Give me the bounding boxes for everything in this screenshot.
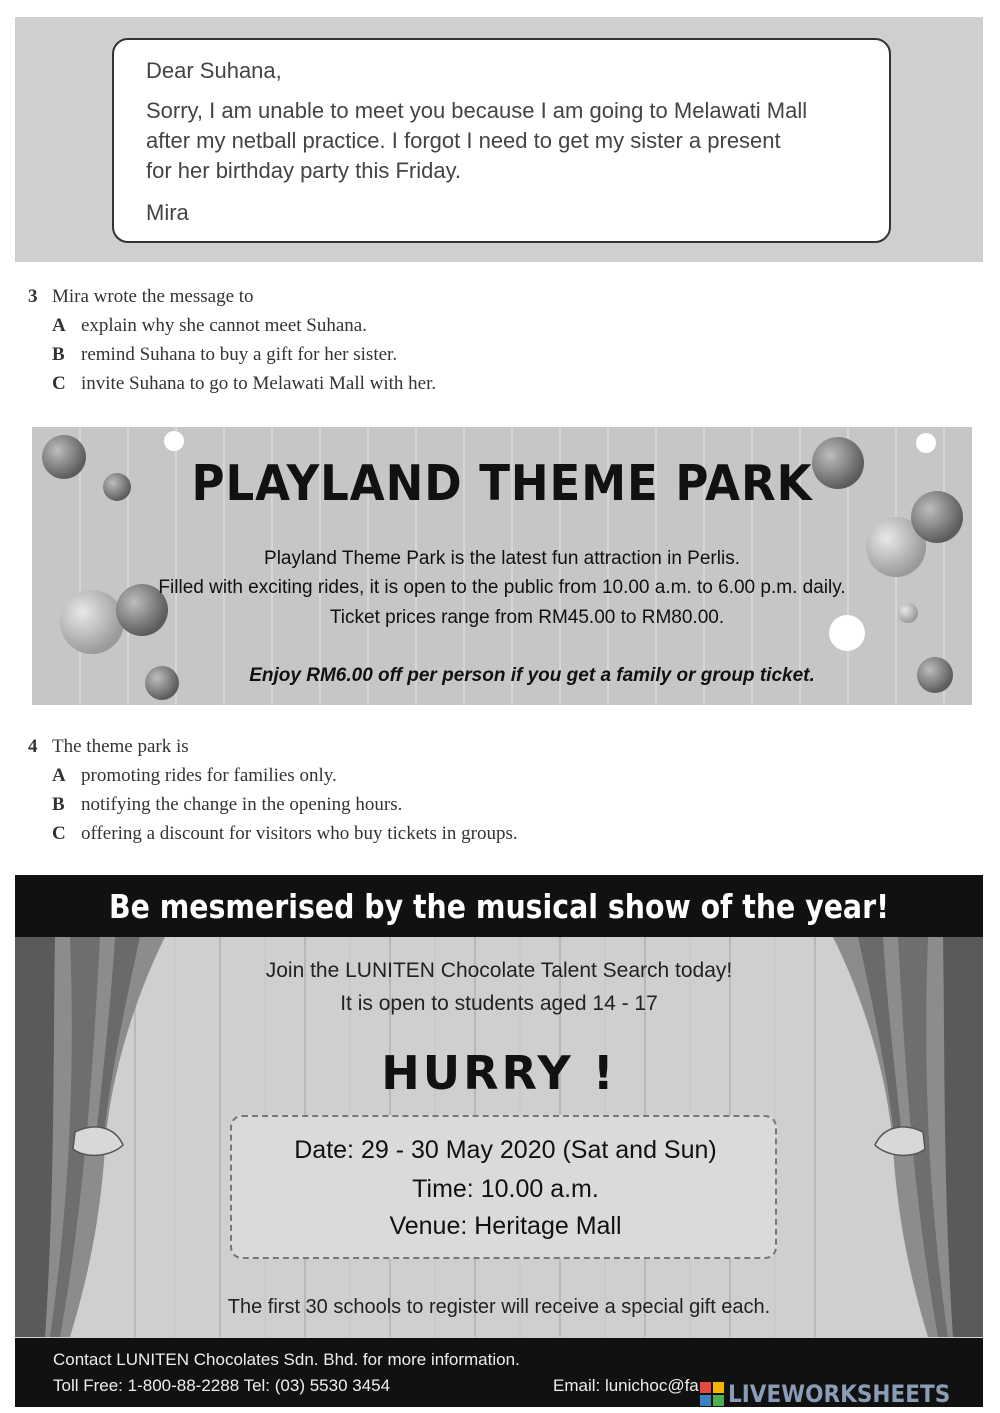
option-letter: C	[52, 373, 66, 394]
question-4-option-c[interactable]	[28, 819, 518, 848]
option-letter: A	[52, 315, 66, 336]
option-text: explain why she cannot meet Suhana.	[81, 315, 367, 336]
note-signature: Mira	[146, 200, 189, 225]
note-body	[146, 96, 859, 186]
question-3-option-a[interactable]	[28, 311, 436, 340]
question-4-stem	[28, 732, 518, 761]
phone-numbers: Toll Free: 1-800-88-2288 Tel: (03) 5530 3454	[53, 1376, 391, 1395]
question-3-stem-text: Mira wrote the message to	[52, 286, 254, 307]
playland-offer: Enjoy RM6.00 off per person if you get a family or group ticket.	[249, 665, 815, 686]
playland-line-1: Playland Theme Park is the latest fun attraction in Perlis.	[264, 548, 740, 569]
note-section	[15, 17, 983, 262]
hurry-heading: HURRY !	[381, 1046, 617, 1100]
event-venue: Venue: Heritage Mall	[389, 1212, 622, 1240]
question-4-stem-text: The theme park is	[52, 736, 189, 757]
contact-info: Contact LUNITEN Chocolates Sdn. Bhd. for more information.	[53, 1350, 520, 1369]
note-greeting: Dear Suhana,	[146, 58, 282, 83]
note-line-2: after my netball practice. I forgot I need to get my sister a present	[146, 128, 781, 153]
show-intro-line-1: Join the LUNITEN Chocolate Talent Search today!	[265, 959, 733, 982]
option-text: notifying the change in the opening hours.	[81, 794, 403, 815]
playland-line-2: Filled with exciting rides, it is open to the public from 10.00 a.m. to 6.00 p.m. daily.	[158, 577, 846, 598]
poster-headline: Be mesmerised by the musical show of the year!	[108, 887, 890, 926]
option-text: promoting rides for families only.	[81, 765, 337, 786]
option-letter: B	[52, 794, 65, 815]
question-3-stem	[28, 282, 436, 311]
option-text: invite Suhana to go to Melawati Mall with her.	[81, 373, 437, 394]
liveworksheets-watermark	[700, 1380, 975, 1408]
special-gift-note: The first 30 schools to register will receive a special gift each.	[227, 1296, 771, 1318]
question-3-option-b[interactable]	[28, 340, 436, 369]
option-letter: B	[52, 344, 65, 365]
question-3	[28, 282, 436, 398]
question-4	[28, 732, 518, 848]
playland-banner	[32, 427, 972, 705]
event-time: Time: 10.00 a.m.	[412, 1175, 599, 1203]
watermark-text: LIVEWORKSHEETS	[728, 1380, 951, 1408]
option-letter: A	[52, 765, 66, 786]
playland-line-3: Ticket prices range from RM45.00 to RM80.00.	[329, 607, 725, 628]
question-3-number: 3	[28, 286, 38, 307]
show-intro-line-2: It is open to students aged 14 - 17	[340, 992, 658, 1015]
note-line-1: Sorry, I am unable to meet you because I am going to Melawati Mall	[146, 98, 808, 123]
option-text: remind Suhana to buy a gift for her sister.	[81, 344, 398, 365]
balloon-shape	[164, 431, 184, 451]
event-details-box	[230, 1115, 777, 1259]
playland-title: PLAYLAND THEME PARK	[191, 455, 813, 512]
question-4-number: 4	[28, 736, 38, 757]
option-text: offering a discount for visitors who buy tickets in groups.	[81, 823, 518, 844]
email-address: Email: lunichoc@fa	[553, 1376, 699, 1395]
question-3-option-c[interactable]	[28, 369, 436, 398]
event-date: Date: 29 - 30 May 2020 (Sat and Sun)	[294, 1136, 717, 1164]
balloon-shape	[916, 433, 936, 453]
option-letter: C	[52, 823, 66, 844]
question-4-option-b[interactable]	[28, 790, 518, 819]
liveworksheets-logo-icon	[700, 1382, 724, 1406]
note-card	[112, 38, 891, 243]
note-line-3: for her birthday party this Friday.	[146, 158, 462, 183]
question-4-option-a[interactable]	[28, 761, 518, 790]
musical-show-poster	[15, 875, 983, 1407]
